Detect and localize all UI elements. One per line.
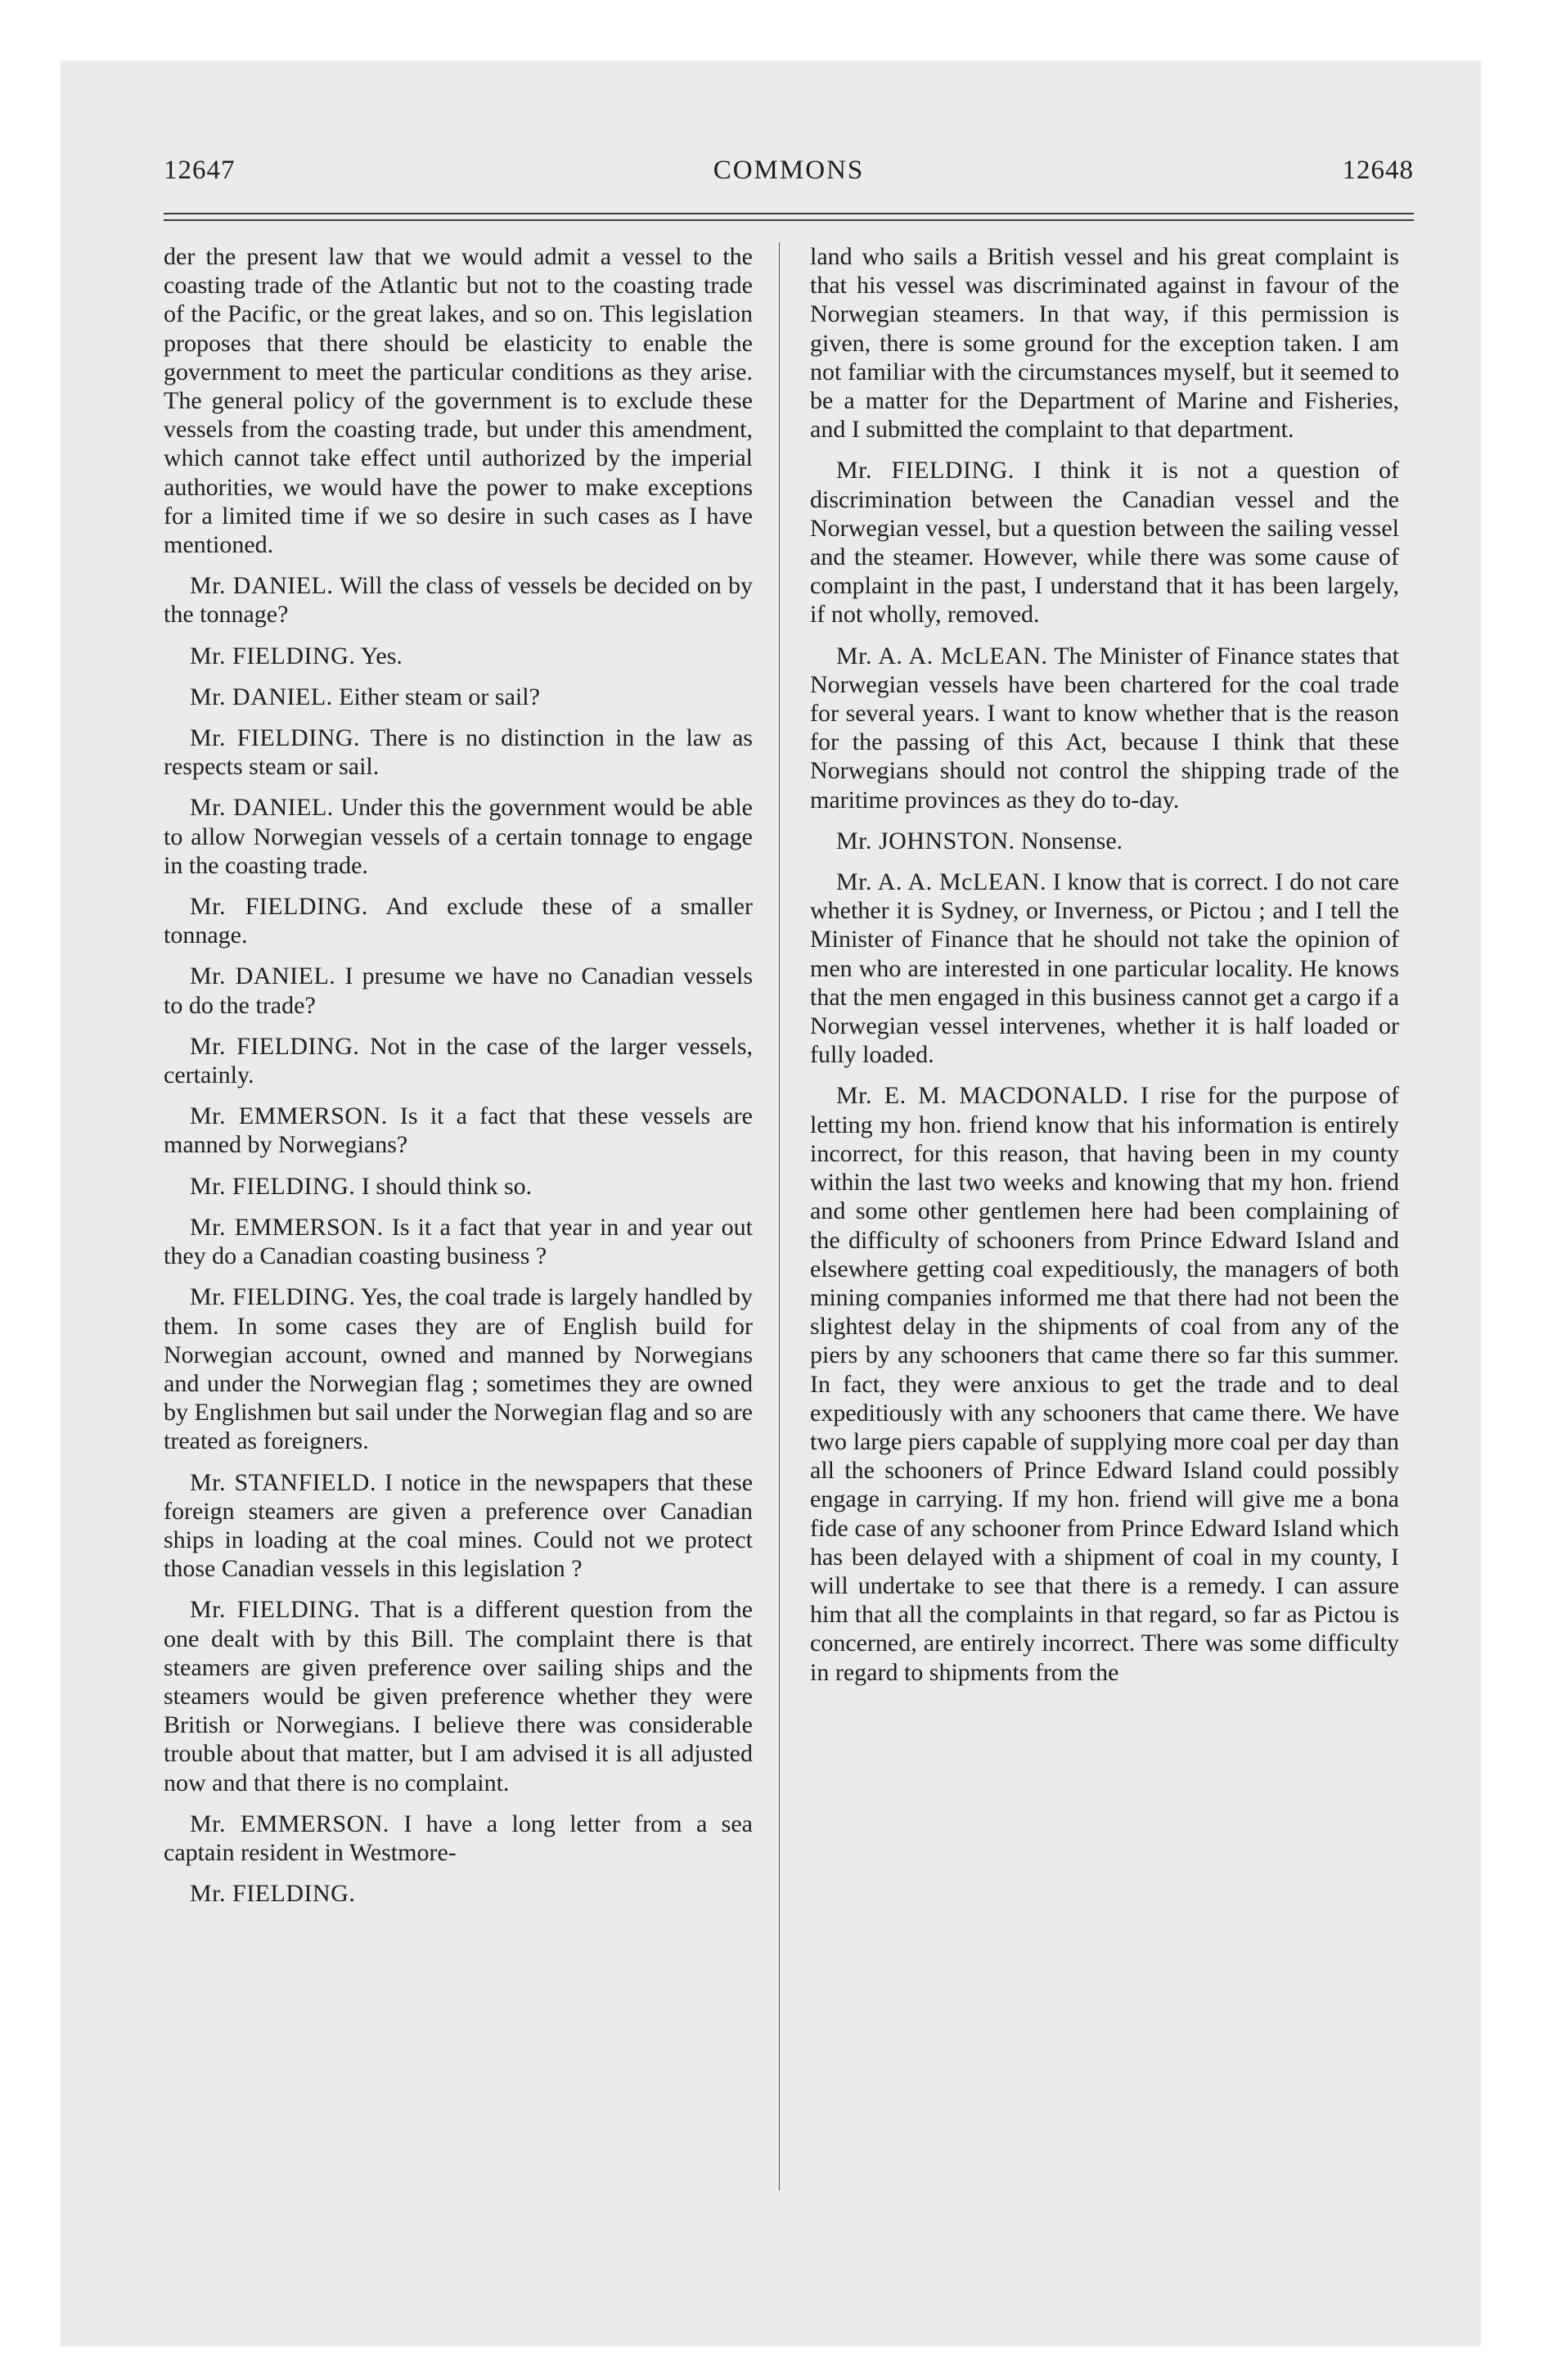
text-columns <box>164 242 1414 2216</box>
paragraph <box>810 242 1399 444</box>
paragraph <box>164 683 753 711</box>
paragraph <box>164 1032 753 1089</box>
speaker-name: Mr. FIELDING. <box>190 1172 356 1200</box>
paragraph <box>164 1810 753 1867</box>
speech-text: I know that is correct. I do not care whether it is Sydney, or Inverness, or Pictou ; and I tell the Minister of Finance that he should not take the opinion of men who are interested in one particular locality. He knows that the men engaged in this business cannot get a cargo if a Norwegian vessel intervenes, whether it is half loaded or fully loaded. <box>810 868 1399 1069</box>
header-rule-top <box>164 213 1414 214</box>
speech-text: That is a different question from the one dealt with by this Bill. The complaint there is that steamers are given preference over sailing ships and the steamers would be given preference whether they were British or Norwegians. I believe there was considerable trouble about that matter, but I am advised it is all adjusted now and that there is no complaint. <box>164 1596 753 1796</box>
speaker-name: Mr. FIELDING. <box>190 1032 360 1060</box>
header-double-rule <box>164 213 1414 223</box>
speaker-name: Mr. EMMERSON. <box>190 1213 384 1241</box>
speaker-name: Mr. FIELDING. <box>836 457 1015 485</box>
speech-text: der the present law that we would admit a vessel to the coasting trade of the Atlantic but not to the coasting trade of the Pacific, or the great lakes, and so on. This legislation proposes that there should be elasticity to enable the government to meet the particular conditions as they arise. The general policy of the government is to exclude these vessels from the coasting trade, but under this amendment, which cannot take effect until authorized by the imperial authorities, we would have the power to make exceptions for a limited time if we so desire in such cases as I have mentioned. <box>164 243 753 559</box>
speech-text: I think it is not a question of discrimination between the Canadian vessel and the Norwegian vessel, but a question between the sailing vessel and the steamer. However, while there was some cause of complaint in the past, I understand that it has been largely, if not wholly, removed. <box>810 457 1400 629</box>
paragraph <box>164 242 753 559</box>
paragraph <box>164 1595 753 1796</box>
paragraph <box>810 1081 1399 1686</box>
speaker-name: Mr. EMMERSON. <box>190 1810 389 1837</box>
speech-text: land who sails a British vessel and his great complaint is that his vessel was discriminated against in favour of the Norwegian steamers. In that way, if this permission is given, there is some ground for the exception taken. I am not familiar with the circumstances myself, but it seemed to be a matter for the Department of Marine and Fisheries, and I submitted the complaint to that department. <box>810 243 1399 444</box>
paragraph <box>164 892 753 949</box>
speech-text: I rise for the purpose of letting my hon. friend know that his information is entirely incorrect, for this reason, that having been in my county within the last two weeks and knowing that my hon. friend and some other gentlemen here had been complaining of the difficulty of schooners from Prince Edward Island and elsewhere getting coal expeditiously, the managers of both mining companies informed me that there had not been the slightest delay in the shipments of coal from any of the piers by any schooners that came there so far this summer. In fact, they were anxious to get the trade and to deal expeditiously with any schooners that came there. We have two large piers capable of supplying more coal per day than all the schooners of Prince Edward Island could possibly engage in carrying. If my hon. friend will give me a bona fide case of any schooner from Prince Edward Island which has been delayed with a shipment of coal in my county, I will undertake to see that there is a remedy. I can assure him that all the complaints in that regard, so far as Pictou is concerned, are entirely incorrect. There was some difficulty in regard to shipments from the <box>810 1082 1399 1686</box>
paragraph <box>810 827 1399 855</box>
speech-text: And exclude these of a smaller tonnage. <box>164 893 753 949</box>
paragraph <box>164 571 753 629</box>
paragraph <box>164 642 753 670</box>
speech-text: I should think so. <box>361 1172 533 1200</box>
paragraph <box>164 723 753 781</box>
speaker-name: Mr. FIELDING. <box>190 1596 361 1624</box>
speech-text: I notice in the newspapers that these foreign steamers are given a preference over Canadian ships in loading at the coal mines. Could not we protect those Canadian vessels in this legislation ? <box>164 1468 754 1583</box>
speaker-name: Mr. A. A. McLEAN. <box>836 868 1046 896</box>
right-page-number: 12648 <box>1342 156 1414 185</box>
paragraph <box>164 1102 753 1159</box>
speech-text: Yes. <box>360 642 403 669</box>
speaker-name: Mr. DANIEL. <box>190 572 334 600</box>
speaker-name: Mr. DANIEL. <box>190 962 336 990</box>
paragraph <box>164 1172 753 1201</box>
speaker-name: Mr. JOHNSTON. <box>836 827 1015 854</box>
paragraph <box>164 1879 753 1908</box>
speaker-name: Mr. E. M. MACDONALD. <box>836 1082 1129 1110</box>
speaker-name: Mr. FIELDING. <box>190 724 361 752</box>
speaker-name: Mr. FIELDING. <box>190 1880 356 1908</box>
header-rule-bottom <box>164 219 1414 221</box>
speech-text: There is no distinction in the law as respects steam or sail. <box>164 724 753 781</box>
speaker-name: Mr. DANIEL. <box>190 683 333 710</box>
speech-text: Nonsense. <box>1020 827 1123 854</box>
speech-text: I presume we have no Canadian vessels to do the trade? <box>164 962 753 1019</box>
speaker-name: Mr. STANFIELD. <box>190 1468 376 1496</box>
paragraph <box>164 793 753 880</box>
paragraph <box>164 1213 753 1270</box>
speaker-name: Mr. FIELDING. <box>190 642 356 669</box>
column-divider <box>779 242 780 2190</box>
paragraph <box>164 962 753 1019</box>
hansard-page <box>164 137 1414 2216</box>
paragraph <box>810 456 1399 629</box>
speaker-name: Mr. FIELDING. <box>190 893 368 921</box>
page-title: COMMONS <box>713 156 865 185</box>
right-column <box>810 242 1399 1687</box>
speaker-name: Mr. DANIEL. <box>190 794 334 822</box>
page-header <box>164 137 1414 195</box>
speech-text: Is it a fact that these vessels are manned by Norwegians? <box>164 1102 754 1159</box>
speech-text: Yes, the coal trade is largely handled by them. In some cases they are of English build for Norwegian account, owned and manned by Norwegians and under the Norwegian flag ; sometimes they are owned by Englishmen but sail under the Norwegian flag and so are treated as foreigners. <box>164 1283 753 1455</box>
speech-text: I have a long letter from a sea captain resident in Westmore- <box>164 1810 753 1866</box>
speech-text: Is it a fact that year in and year out they do a Canadian coasting business ? <box>164 1213 753 1270</box>
speech-text: Either steam or sail? <box>339 683 540 710</box>
speech-text: The Minister of Finance states that Norwegian vessels have been chartered for the coal trade for several years. I want to know whether that is the reason for the passing of this Act, because I think that these Norwegians should not control the shipping trade of the maritime provinces as they do to-day. <box>810 642 1399 814</box>
left-page-number: 12647 <box>164 156 236 185</box>
paragraph <box>164 1468 753 1584</box>
left-column <box>164 242 753 1908</box>
speech-text: Not in the case of the larger vessels, certainly. <box>164 1032 753 1089</box>
speech-text: Under this the government would be able to allow Norwegian vessels of a certain tonnage to engage in the coasting trade. <box>164 794 753 879</box>
speaker-name: Mr. EMMERSON. <box>190 1102 388 1130</box>
paragraph <box>164 1282 753 1455</box>
paragraph <box>810 642 1399 814</box>
paragraph <box>810 868 1399 1069</box>
speaker-name: Mr. FIELDING. <box>190 1283 356 1311</box>
speech-text: Will the class of vessels be decided on by the tonnage? <box>164 572 753 629</box>
speaker-name: Mr. A. A. McLEAN. <box>836 642 1048 669</box>
